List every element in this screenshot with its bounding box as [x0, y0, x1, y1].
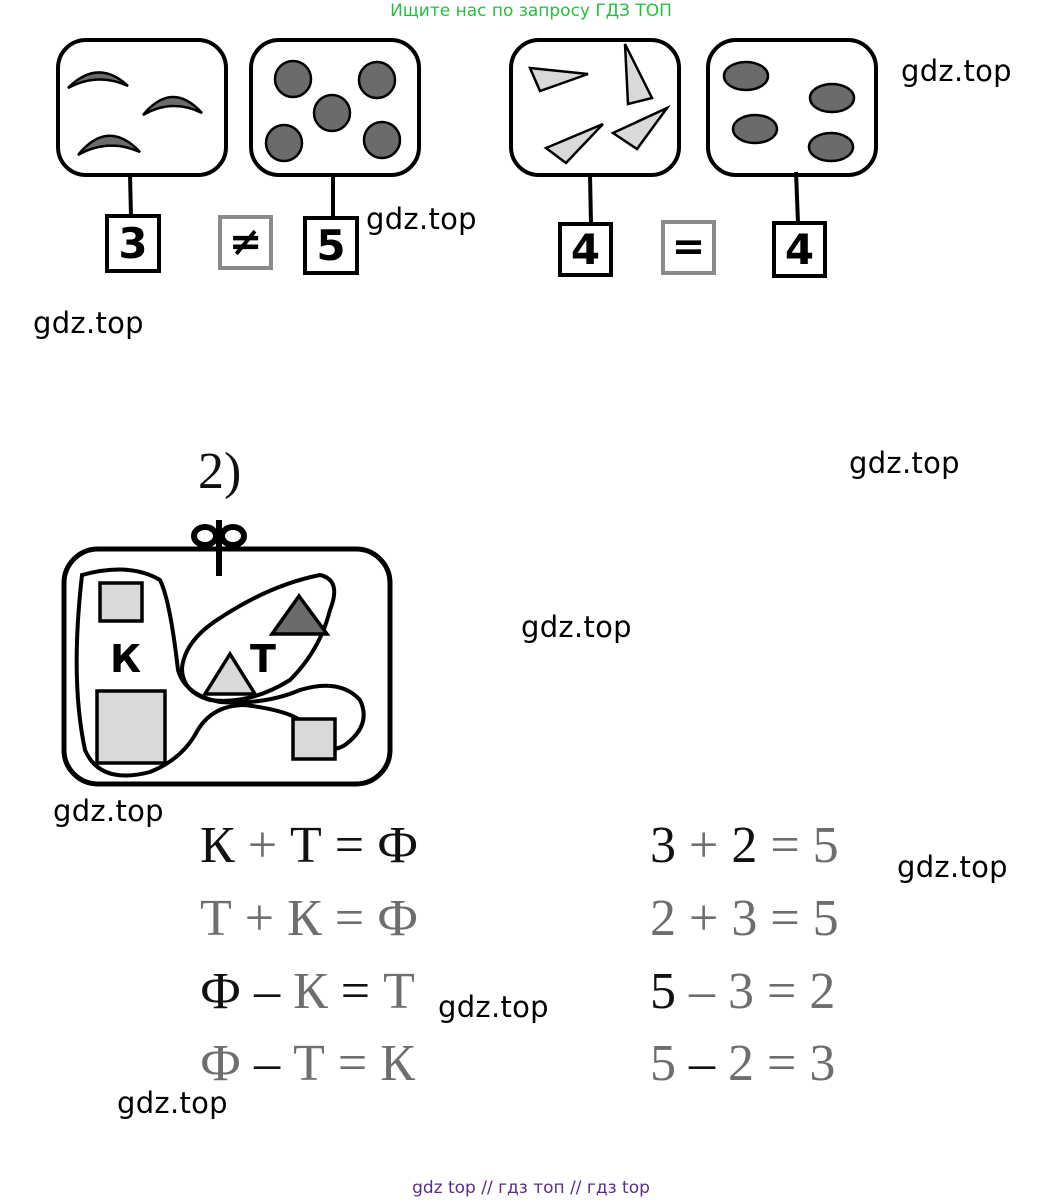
watermark: gdz.top	[521, 610, 632, 644]
watermark: gdz.top	[53, 794, 164, 828]
footer-links: gdz top // гдз топ // гдз top	[412, 1178, 650, 1198]
count-triangles: 4	[570, 225, 601, 274]
part-2-label: 2)	[198, 443, 242, 500]
number-equation-4: 5 – 2 = 3	[650, 1035, 836, 1092]
watermark: gdz.top	[897, 850, 1008, 884]
watermark: gdz.top	[366, 202, 477, 236]
letter-equation-3: Ф – К = Т	[200, 963, 415, 1020]
watermark: gdz.top	[849, 446, 960, 480]
count-circles: 5	[316, 221, 346, 270]
number-equation-3: 5 – 3 = 2	[650, 963, 836, 1020]
number-equation-2: 2 + 3 = 5	[650, 890, 839, 947]
letter-equation-2: Т + К = Ф	[200, 890, 419, 947]
watermark: gdz.top	[33, 306, 144, 340]
watermark: gdz.top	[901, 54, 1012, 88]
set-diagram-f	[64, 520, 390, 784]
letter-equation-1: К + Т = Ф	[200, 817, 419, 874]
equal-sign: =	[671, 224, 706, 270]
set-box-circles	[251, 40, 419, 175]
set-box-crescents	[58, 40, 226, 175]
not-equal-sign: ≠	[228, 219, 263, 265]
header-banner: Ищите нас по запросу ГДЗ ТОП	[390, 1, 672, 21]
set-label-k: К	[110, 637, 142, 681]
count-ovals: 4	[784, 225, 815, 274]
set-label-t: Т	[250, 637, 276, 681]
set-box-triangles	[511, 40, 679, 175]
watermark: gdz.top	[438, 990, 549, 1024]
letter-equation-4: Ф – Т = К	[200, 1035, 415, 1092]
set-box-ovals	[708, 40, 876, 175]
count-crescents: 3	[118, 219, 148, 268]
watermark: gdz.top	[117, 1086, 228, 1120]
number-equation-1: 3 + 2 = 5	[650, 817, 839, 874]
